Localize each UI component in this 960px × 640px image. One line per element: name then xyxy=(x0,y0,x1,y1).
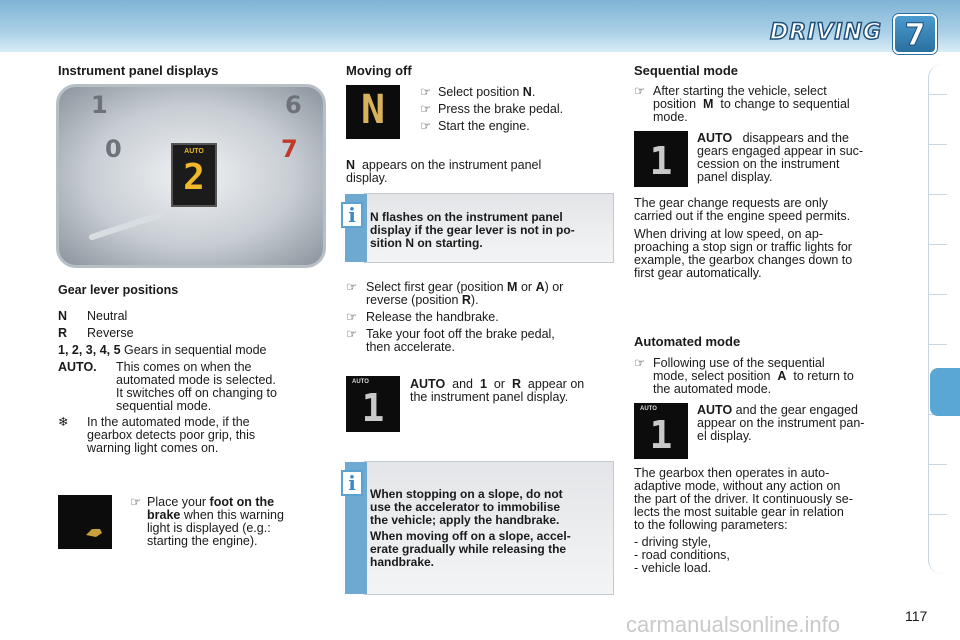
grip-desc-line: In the automated mode, if the xyxy=(87,415,250,429)
auto-bold: AUTO xyxy=(697,403,733,417)
gear-request-line: carried out if the engine speed permits. xyxy=(634,209,851,223)
gear-key: R xyxy=(58,326,68,340)
info-line: display if the gear lever is not in po- xyxy=(370,223,575,237)
foot-line-4: starting the engine). xyxy=(147,534,258,548)
step-bold: N xyxy=(522,85,532,99)
disappear-line: cession on the instrument xyxy=(697,157,840,171)
step-reverse xyxy=(366,293,479,307)
instrument-gauge-image xyxy=(56,84,326,268)
side-tabs xyxy=(928,64,960,574)
bullet-icon: ☞ xyxy=(346,327,358,341)
seq-line: mode. xyxy=(653,110,688,124)
seq-text: to change to sequential xyxy=(720,97,850,111)
active-chapter-tab[interactable] xyxy=(930,368,960,416)
low-speed-line: first gear automatically. xyxy=(634,266,762,280)
tab-divider xyxy=(929,294,947,295)
bullet-icon: ☞ xyxy=(634,84,646,98)
step-release-handbrake: Release the handbrake. xyxy=(366,310,499,324)
auto-text: and the gear engaged xyxy=(735,403,859,417)
automated-bold: A xyxy=(777,369,787,383)
n-bold: N xyxy=(346,158,356,172)
tab-divider xyxy=(929,144,947,145)
automated-text: mode, select position xyxy=(653,369,771,383)
bullet-icon: ☞ xyxy=(634,356,646,370)
tile-gear-value: 1 xyxy=(361,386,385,430)
n-appears-line-1 xyxy=(346,158,616,172)
tile-gear-value: 1 xyxy=(649,139,673,183)
watermark: carmanualsonline.info xyxy=(626,612,841,637)
page-number: 117 xyxy=(905,608,928,624)
step-start-engine: Start the engine. xyxy=(438,119,530,133)
step-text: Select first gear (position xyxy=(366,280,504,294)
gear-key: 1, 2, 3, 4, 5 xyxy=(58,343,121,357)
auto-adaptive-line: The gearbox then operates in auto- xyxy=(634,466,830,480)
info-line: sition N on starting. xyxy=(370,236,483,250)
gear-key: AUTO. xyxy=(58,360,97,374)
parameter-list-item: - vehicle load. xyxy=(634,561,712,575)
low-speed-line: When driving at low speed, on ap- xyxy=(634,227,823,241)
engaged-line: el display. xyxy=(697,429,752,443)
chapter-number-badge xyxy=(893,14,937,54)
auto-desc-line: This comes on when the xyxy=(116,360,252,374)
foot-brake-icon xyxy=(58,495,112,549)
parameter-list-item: - driving style, xyxy=(634,535,712,549)
bullet-icon: ☞ xyxy=(420,102,432,116)
tab-divider xyxy=(929,464,947,465)
foot-bold: brake xyxy=(147,508,181,522)
disappear-line-1 xyxy=(697,131,849,145)
n-display-value: N xyxy=(360,87,386,133)
step-text: Select position xyxy=(438,85,520,99)
gauge-gear-value: 2 xyxy=(183,157,205,198)
foot-line-3: light is displayed (e.g.: xyxy=(147,521,271,535)
bullet-icon: ☞ xyxy=(346,310,358,324)
n-text: appears on the instrument panel xyxy=(361,158,542,172)
step-accelerate: then accelerate. xyxy=(366,340,455,354)
n-display-tile xyxy=(346,85,400,139)
step-text: ). xyxy=(470,293,479,307)
auto-bold: 1 xyxy=(479,377,487,391)
gear-key: N xyxy=(58,309,68,323)
info-box-slope xyxy=(364,461,614,595)
auto-text: or xyxy=(493,377,505,391)
tab-divider xyxy=(929,244,947,245)
info-line: N flashes on the instrument panel xyxy=(370,210,563,224)
step-text: reverse (position xyxy=(366,293,459,307)
automated-line xyxy=(653,369,854,383)
grip-desc-line: warning light comes on. xyxy=(87,441,219,455)
auto-adaptive-line: lects the most suitable gear in relation xyxy=(634,505,844,519)
bullet-icon: ☞ xyxy=(130,495,142,509)
step-first-gear xyxy=(366,280,563,294)
engaged-line: appear on the instrument pan- xyxy=(697,416,865,430)
step-bold: M xyxy=(507,280,518,294)
info-line: use the accelerator to immobilise xyxy=(370,500,561,514)
tile-gear-value: 1 xyxy=(649,413,673,457)
auto-text: and xyxy=(452,377,473,391)
auto-adaptive-line: the part of the driver. It continuously se- xyxy=(634,492,853,506)
automated-text: to return to xyxy=(793,369,854,383)
section-title-instrument-panel: Instrument panel displays xyxy=(58,63,219,78)
gauge-number: 0 xyxy=(105,135,122,163)
section-title-sequential: Sequential mode xyxy=(634,63,739,78)
info-line: handbrake. xyxy=(370,555,435,569)
step-select-n xyxy=(438,85,535,99)
step-bold: A xyxy=(535,280,545,294)
sequential-display-tile xyxy=(634,131,688,187)
auto-bold: AUTO xyxy=(410,377,446,391)
info-line: When moving off on a slope, accel- xyxy=(370,529,571,543)
tile-auto-label: AUTO xyxy=(352,379,369,385)
chapter-number: 7 xyxy=(904,18,926,53)
grip-desc-line: gearbox detects poor grip, this xyxy=(87,428,256,442)
auto-desc-line: It switches off on changing to xyxy=(116,386,277,400)
foot-bold: foot on the xyxy=(209,495,275,509)
gauge-number: 1 xyxy=(91,91,108,119)
section-title-automated: Automated mode xyxy=(634,334,741,349)
gear-row-sequential xyxy=(58,343,266,357)
info-line: the vehicle; apply the handbrake. xyxy=(370,513,560,527)
section-title-moving-off: Moving off xyxy=(346,63,412,78)
tab-divider xyxy=(929,194,947,195)
step-text: . xyxy=(531,85,536,99)
auto-adaptive-line: to the following parameters: xyxy=(634,518,788,532)
seq-line: After starting the vehicle, select xyxy=(653,84,827,98)
step-text: or xyxy=(520,280,533,294)
seq-bold: M xyxy=(703,97,714,111)
step-take-foot-off: Take your foot off the brake pedal, xyxy=(366,327,555,341)
bullet-icon: ☞ xyxy=(420,85,432,99)
auto-appear-line-2: the instrument panel display. xyxy=(410,390,569,404)
gauge-number: 6 xyxy=(285,91,302,119)
disappear-line: panel display. xyxy=(697,170,773,184)
automated-display-tile xyxy=(634,403,688,459)
gauge-needle xyxy=(88,210,166,240)
info-line: erate gradually while releasing the xyxy=(370,542,567,556)
auto-text: disappears and the xyxy=(742,131,849,145)
seq-text: position xyxy=(653,97,697,111)
foot-text: Place your xyxy=(147,495,207,509)
info-icon: i xyxy=(341,202,363,228)
bullet-icon: ☞ xyxy=(420,119,432,133)
foot-text: when this warning xyxy=(183,508,284,522)
auto-desc-line: automated mode is selected. xyxy=(116,373,276,387)
automated-line: the automated mode. xyxy=(653,382,772,396)
disappear-line: gears engaged appear in suc- xyxy=(697,144,864,158)
auto-bold: AUTO xyxy=(697,131,733,145)
engaged-line-1 xyxy=(697,403,858,417)
info-icon: i xyxy=(341,470,363,496)
foot-brake-warning-display xyxy=(58,495,112,549)
gear-desc: Gears in sequential mode xyxy=(124,343,267,357)
gear-desc: Neutral xyxy=(87,309,128,323)
tile-auto-label: AUTO xyxy=(640,406,657,412)
tab-divider xyxy=(929,94,947,95)
low-speed-line: proaching a stop sign or traffic lights for xyxy=(634,240,852,254)
tab-divider xyxy=(929,344,947,345)
auto-appear-line-1 xyxy=(410,377,584,391)
gear-display xyxy=(171,143,217,207)
n-appears-line-2: display. xyxy=(346,171,388,185)
auto-1-display-tile xyxy=(346,376,400,432)
step-bold: R xyxy=(461,293,471,307)
gauge-auto-label: AUTO xyxy=(184,148,204,155)
step-text: ) or xyxy=(544,280,564,294)
chapter-title: DRIVING xyxy=(770,20,883,45)
gear-desc: Reverse xyxy=(87,326,134,340)
auto-desc-line: sequential mode. xyxy=(116,399,212,413)
tab-divider xyxy=(929,514,947,515)
seq-line xyxy=(653,97,850,111)
auto-bold: R xyxy=(511,377,521,391)
foot-line-1 xyxy=(147,495,327,509)
info-line: When stopping on a slope, do not xyxy=(370,487,563,501)
auto-text: appear on xyxy=(527,377,585,391)
low-speed-line: example, the gearbox changes down to xyxy=(634,253,853,267)
gear-request-line: The gear change requests are only xyxy=(634,196,828,210)
step-press-brake: Press the brake pedal. xyxy=(438,102,564,116)
bullet-icon: ☞ xyxy=(346,280,358,294)
automated-line: Following use of the sequential xyxy=(653,356,825,370)
gauge-number: 7 xyxy=(281,135,298,163)
snowflake-icon: ❄ xyxy=(58,415,69,429)
gear-positions-title: Gear lever positions xyxy=(58,283,179,297)
foot-line-2 xyxy=(147,508,284,522)
parameter-list-item: - road conditions, xyxy=(634,548,730,562)
auto-adaptive-line: adaptive mode, without any action on xyxy=(634,479,841,493)
